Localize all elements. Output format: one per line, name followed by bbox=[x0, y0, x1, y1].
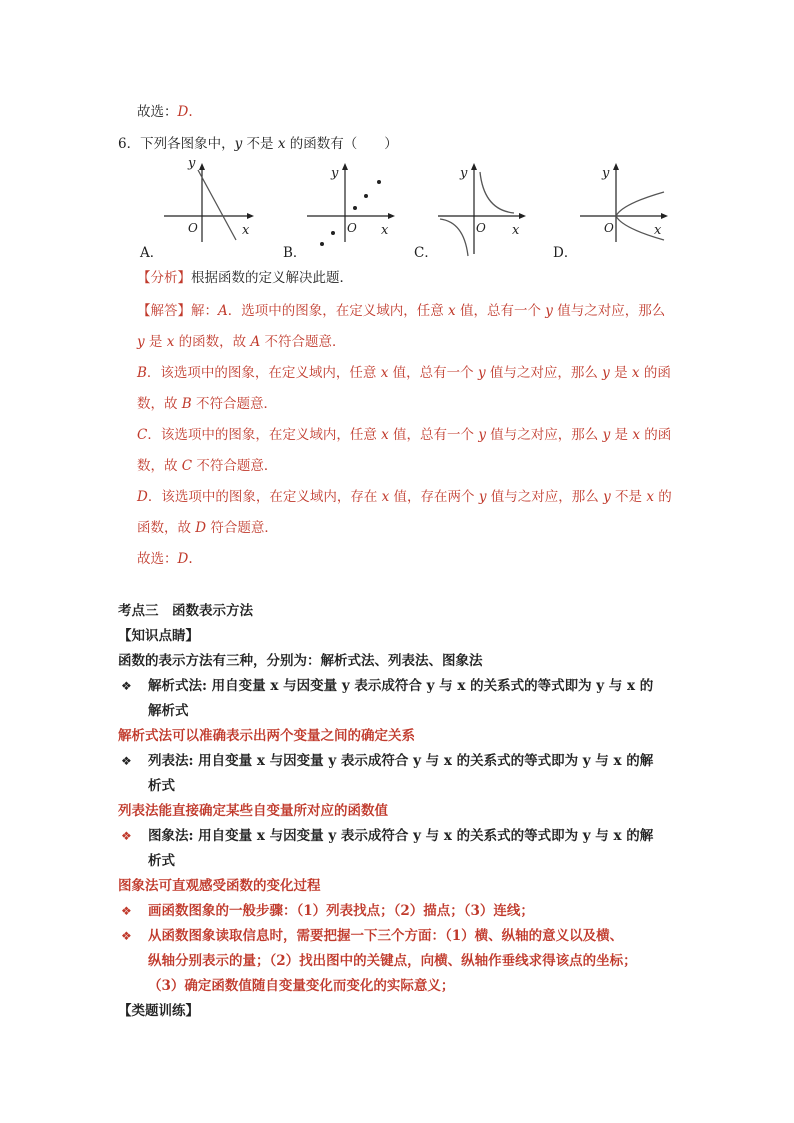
axis-x-label: x bbox=[654, 223, 662, 238]
text: ．该选项中的图象，在定义域内，任意 bbox=[147, 427, 382, 443]
text: 不是 bbox=[610, 489, 647, 505]
text: 值与之对应，那么 bbox=[552, 303, 666, 319]
answer-suffix: . bbox=[188, 104, 193, 120]
axis-y-label: y bbox=[331, 166, 339, 181]
knowledge-heading: 【知识点睛】 bbox=[118, 628, 199, 644]
text: D bbox=[177, 551, 189, 567]
bullet-3-line-1: 图象法: 用自变量 x 与因变量 y 表示成符合 y 与 x 的关系式的等式即为 y 与 x 的解 bbox=[148, 828, 654, 844]
text: 值，总有一个 bbox=[388, 365, 478, 381]
stem-part: 不是 bbox=[242, 136, 278, 152]
axis-x-label: x bbox=[381, 223, 389, 238]
option-d-label: D． bbox=[553, 245, 578, 261]
text: 是 bbox=[610, 427, 633, 443]
text: x bbox=[448, 303, 456, 319]
text: 不符合题意． bbox=[260, 334, 346, 350]
solution-line-c2 bbox=[137, 456, 277, 476]
text: 值与之对应，那么 bbox=[485, 365, 603, 381]
text: y bbox=[602, 427, 611, 443]
analysis-text: 根据函数的定义解决此题． bbox=[191, 270, 353, 286]
diamond-bullet-icon: ❖ bbox=[121, 904, 132, 918]
text: C bbox=[181, 458, 193, 474]
solution-line-d1 bbox=[137, 487, 672, 507]
solution-line-b2 bbox=[137, 394, 277, 414]
text: 不符合题意． bbox=[192, 458, 278, 474]
answer-letter: D bbox=[177, 104, 189, 120]
section-title: 考点三 函数表示方法 bbox=[118, 603, 253, 619]
text: x bbox=[380, 365, 389, 381]
question-6-stem bbox=[118, 134, 398, 154]
text: y bbox=[478, 489, 487, 505]
text: 不符合题意． bbox=[191, 396, 278, 412]
q5-answer-line bbox=[137, 102, 193, 122]
text: C bbox=[137, 427, 148, 443]
text: x bbox=[632, 427, 640, 443]
axis-y-label: y bbox=[188, 158, 196, 171]
text: 值与之对应，那么 bbox=[486, 427, 603, 443]
note-1: 解析式法可以准确表示出两个变量之间的确定关系 bbox=[118, 728, 415, 744]
text: 是 bbox=[609, 365, 632, 381]
text: x bbox=[646, 489, 654, 505]
text: 数，故 bbox=[137, 396, 182, 412]
text: 的函 bbox=[639, 365, 671, 381]
text: 值，总有一个 bbox=[455, 303, 546, 319]
text: ．该选项中的图象，在定义域内，任意 bbox=[146, 365, 381, 381]
bullet-5-line-1: 从函数图象读取信息时，需要把握一下三个方面：（1）横、纵轴的意义以及横、 bbox=[148, 928, 624, 944]
text: A bbox=[218, 303, 228, 319]
text: A bbox=[250, 334, 261, 350]
text: x bbox=[631, 365, 640, 381]
bullet-2-line-2: 析式 bbox=[148, 778, 175, 794]
text: 符合题意． bbox=[206, 520, 278, 536]
bullet-2-line-1: 列表法: 用自变量 x 与因变量 y 表示成符合 y 与 x 的关系式的等式即为 y 与 x 的解 bbox=[148, 753, 654, 769]
solution-line-2 bbox=[137, 332, 346, 352]
text: ．该选项中的图象，在定义域内，存在 bbox=[147, 489, 382, 505]
text: x bbox=[166, 334, 175, 350]
text: 函数，故 bbox=[137, 520, 196, 536]
bullet-5-line-3: （3）确定函数值随自变量变化而变化的实际意义； bbox=[148, 978, 455, 994]
text: D bbox=[137, 489, 148, 505]
analysis-tag: 【分析】 bbox=[137, 270, 191, 286]
text: 的函数，故 bbox=[174, 334, 251, 350]
stem-var-y: y bbox=[234, 136, 243, 152]
option-b-label: B． bbox=[283, 245, 307, 261]
bullet-1-line-1: 解析式法: 用自变量 x 与因变量 y 表示成符合 y 与 x 的关系式的等式即为 y 与 x 的 bbox=[148, 678, 654, 694]
analysis-line bbox=[137, 268, 353, 288]
graph-option-a bbox=[160, 158, 260, 246]
practice-heading: 【类题训练】 bbox=[118, 1003, 199, 1019]
stem-part: 6．下列各图象中， bbox=[118, 136, 235, 152]
stem-part: 的函数有（ ） bbox=[285, 136, 398, 152]
diamond-bullet-icon: ❖ bbox=[121, 754, 132, 768]
text: D bbox=[195, 520, 207, 536]
axis-x-label: x bbox=[242, 223, 250, 238]
origin-label: O bbox=[347, 221, 357, 235]
diamond-bullet-icon: ❖ bbox=[121, 679, 132, 693]
text: 值，存在两个 bbox=[389, 489, 479, 505]
bullet-5-line-2: 纵轴分别表示的量；（2）找出图中的关键点，向横、纵轴作垂线求得该点的坐标； bbox=[148, 953, 637, 969]
text: 是 bbox=[144, 334, 167, 350]
graph-option-c bbox=[436, 158, 532, 258]
graph-option-d bbox=[578, 158, 678, 248]
text: B bbox=[181, 396, 192, 412]
text: x bbox=[381, 427, 389, 443]
text: y bbox=[602, 365, 610, 381]
text: 的函 bbox=[639, 427, 672, 443]
bullet-4: 画函数图象的一般步骤：（1）列表找点；（2）描点；（3）连线； bbox=[148, 903, 534, 919]
origin-label: O bbox=[188, 221, 198, 235]
origin-label: O bbox=[604, 221, 614, 235]
text: ．选项中的图象，在定义域内，任意 bbox=[227, 303, 449, 319]
text: 的 bbox=[653, 489, 672, 505]
graph-option-b bbox=[305, 158, 405, 250]
solution-final-answer bbox=[137, 549, 193, 569]
stem-var-x: x bbox=[277, 136, 286, 152]
answer-prefix: 故选： bbox=[137, 104, 178, 120]
bullet-1-line-2: 解析式 bbox=[148, 703, 189, 719]
diamond-bullet-icon: ❖ bbox=[121, 829, 132, 843]
note-3: 图象法可直观感受函数的变化过程 bbox=[118, 878, 321, 894]
text: . bbox=[188, 551, 193, 567]
axis-y-label: y bbox=[602, 166, 610, 181]
diamond-bullet-icon: ❖ bbox=[121, 929, 132, 943]
solution-line-d2 bbox=[137, 518, 278, 538]
text: y bbox=[545, 303, 553, 319]
bullet-3-line-2: 析式 bbox=[148, 853, 175, 869]
text: x bbox=[381, 489, 390, 505]
intro-text: 函数的表示方法有三种，分别为：解析式法、列表法、图象法 bbox=[118, 653, 483, 669]
text: y bbox=[477, 365, 486, 381]
solution-line-b1 bbox=[137, 363, 671, 383]
text: y bbox=[603, 489, 611, 505]
text: 解： bbox=[191, 303, 218, 319]
axis-y-label: y bbox=[460, 166, 468, 181]
text: B bbox=[137, 365, 147, 381]
text: 值，总有一个 bbox=[388, 427, 479, 443]
option-c-label: C． bbox=[414, 245, 438, 261]
origin-label: O bbox=[476, 221, 486, 235]
solution-tag: 【解答】 bbox=[137, 303, 191, 319]
text: 故选： bbox=[137, 551, 178, 567]
text: y bbox=[478, 427, 486, 443]
text: 值与之对应，那么 bbox=[486, 489, 604, 505]
text: 数，故 bbox=[137, 458, 182, 474]
text: y bbox=[137, 334, 145, 350]
option-a-label: A． bbox=[140, 245, 164, 261]
solution-line-c1 bbox=[137, 425, 671, 445]
note-2: 列表法能直接确定某些自变量所对应的函数值 bbox=[118, 803, 388, 819]
solution-line-1 bbox=[137, 301, 665, 321]
axis-x-label: x bbox=[512, 223, 520, 238]
